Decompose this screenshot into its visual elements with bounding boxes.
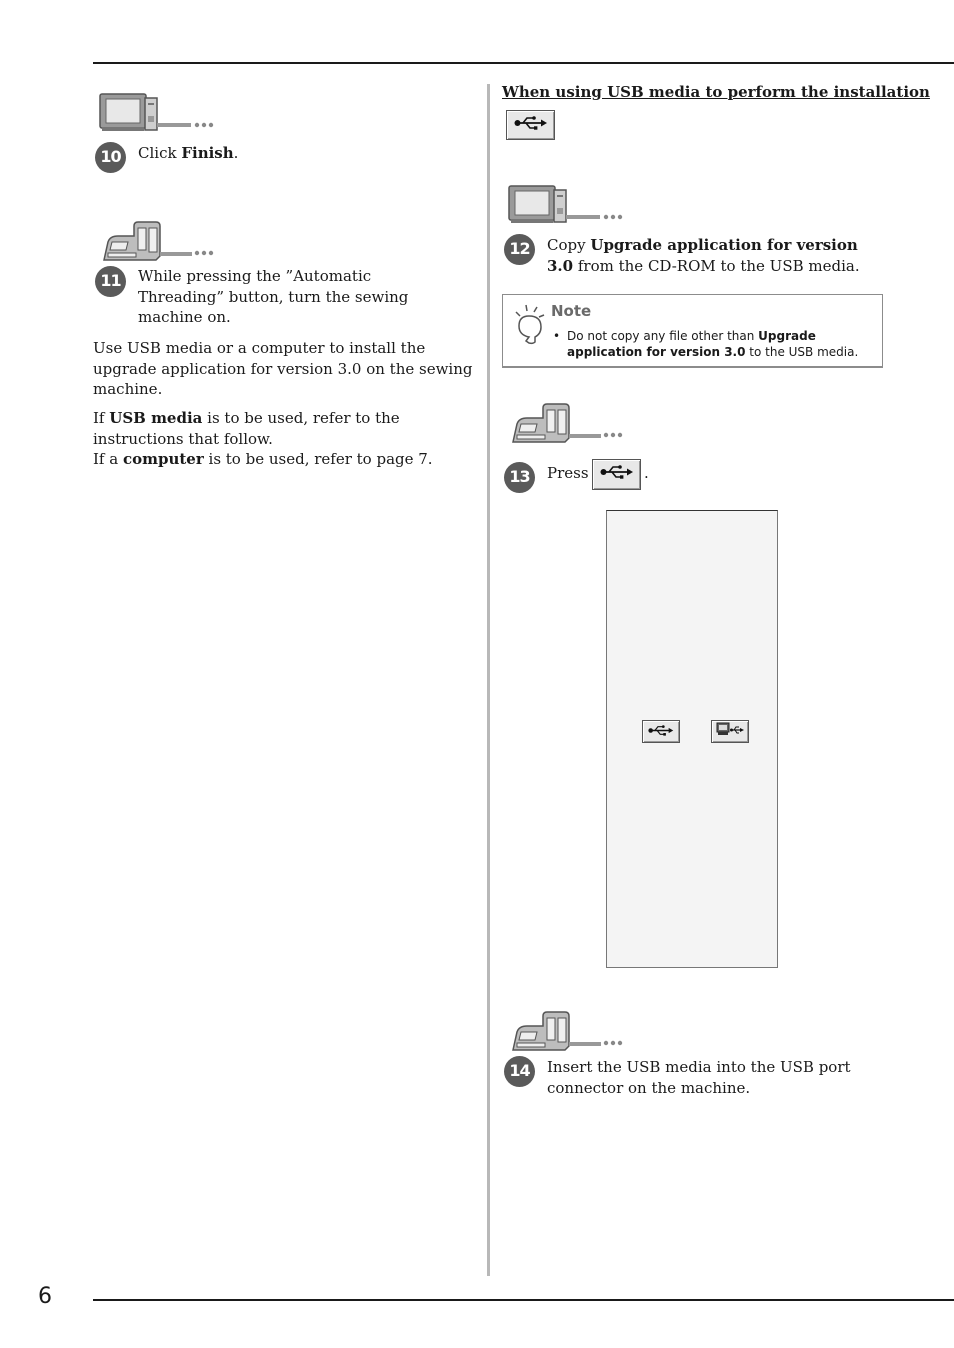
upgrade-app-label: Upgrade application for version 3.0	[547, 236, 858, 275]
intro-p2-prefix: If	[93, 409, 110, 428]
note-item-text	[567, 328, 873, 360]
step-10-suffix: .	[233, 144, 239, 162]
usb-button[interactable]	[592, 459, 641, 490]
intro-text	[93, 338, 478, 478]
note-upgrade-label: Upgrade application for version 3.0	[567, 329, 816, 360]
note-title: Note	[551, 302, 592, 320]
step-13-period: .	[644, 464, 649, 482]
intro-paragraph-3	[93, 449, 478, 470]
section-heading: When using USB media to perform the installation	[502, 83, 930, 101]
usb-symbol-box	[506, 110, 555, 140]
top-rule	[93, 62, 954, 64]
computer-usb-icon	[716, 721, 744, 742]
usb-icon	[648, 721, 674, 742]
column-divider	[487, 84, 490, 1276]
step-12-suffix: from the CD-ROM to the USB media.	[573, 256, 860, 275]
step-14-badge: 14	[504, 1056, 535, 1087]
computer-icon	[507, 184, 627, 226]
note-item	[553, 328, 873, 360]
page-number: 6	[38, 1284, 52, 1309]
usb-media-label: USB media	[109, 409, 203, 428]
note-item-suffix: to the USB media.	[745, 345, 859, 360]
intro-paragraph-2	[93, 408, 478, 449]
step-11-text: While pressing the ”Automatic Threading” button, turn the sewing machine on.	[138, 267, 409, 327]
screen-computer-usb-button[interactable]	[711, 720, 749, 743]
sewing-machine-icon	[98, 220, 218, 262]
finish-label: Finish	[181, 144, 234, 162]
step-12-badge: 12	[504, 234, 535, 265]
usb-icon	[600, 464, 634, 485]
step-13-badge: 13	[504, 462, 535, 493]
step-11-badge: 11	[95, 266, 126, 297]
step-12-text	[547, 235, 877, 276]
bottom-rule	[93, 1299, 954, 1301]
screen-usb-button[interactable]	[642, 720, 680, 743]
note-bulb-icon	[512, 303, 548, 351]
machine-screen-panel	[606, 510, 778, 968]
computer-label: computer	[122, 450, 204, 469]
computer-icon	[98, 92, 218, 134]
step-10-prefix: Click	[138, 144, 182, 162]
step-14-text: Insert the USB media into the USB port connector on the machine.	[547, 1058, 851, 1097]
intro-paragraph-1: Use USB media or a computer to install the upgrade application for version 3.0 on the sewing machine.	[93, 339, 473, 399]
step-13-press-label: Press	[547, 464, 589, 482]
note-item-prefix: Do not copy any file other than	[567, 329, 759, 343]
step-10-badge: 10	[95, 142, 126, 173]
intro-p3-prefix: If a	[93, 450, 123, 469]
step-12-prefix: Copy	[547, 236, 591, 254]
sewing-machine-icon	[507, 1010, 627, 1052]
step-10-text	[138, 143, 468, 164]
note-bullet: •	[553, 329, 561, 343]
intro-p2-suffix: is to be used, refer to the instructions that follow.	[93, 409, 400, 448]
note-box	[502, 294, 883, 367]
usb-icon	[514, 115, 548, 136]
sewing-machine-icon	[507, 402, 627, 444]
intro-p3-suffix: is to be used, refer to page 7.	[203, 450, 433, 469]
